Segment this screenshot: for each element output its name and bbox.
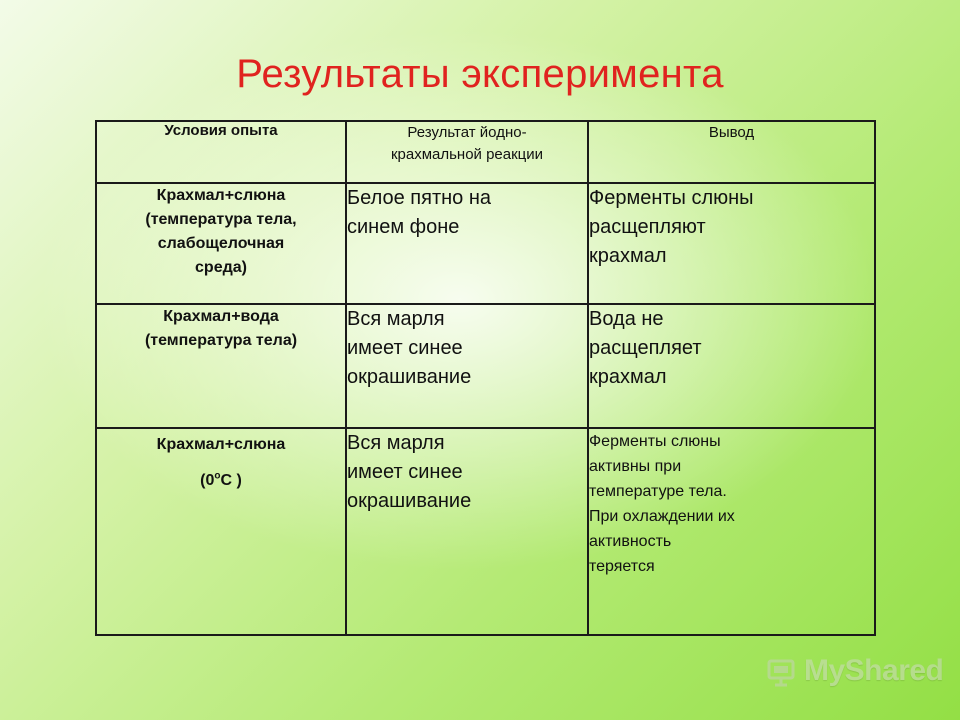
- conclusion-line: активность: [589, 533, 672, 550]
- result-line: окрашивание: [347, 490, 472, 512]
- conclusion-line: расщепляет: [589, 337, 702, 359]
- results-table: [95, 120, 876, 636]
- myshared-watermark: [766, 654, 944, 694]
- conclusion-cell: [588, 304, 875, 428]
- condition-temp-open: (0: [200, 472, 215, 490]
- condition-line: (температура тела,: [145, 211, 297, 228]
- conclusion-line: Ферменты слюны: [589, 433, 721, 450]
- condition-line: Крахмал+слюна: [156, 436, 286, 453]
- condition-cell: [96, 304, 346, 428]
- result-cell: [346, 428, 588, 635]
- result-line: Белое пятно на: [347, 187, 491, 209]
- degree-mark: о: [214, 471, 221, 482]
- result-line: синем фоне: [347, 216, 460, 238]
- condition-cell: [96, 183, 346, 304]
- table-row: [96, 428, 875, 635]
- conclusion-line: температуре тела.: [589, 483, 727, 500]
- table-header-row: [96, 121, 875, 183]
- header-result: [346, 121, 588, 183]
- result-line: Вся марля: [347, 432, 445, 454]
- condition-line: Крахмал+слюна: [156, 187, 286, 204]
- conclusion-cell: [588, 183, 875, 304]
- conclusion-cell: [588, 428, 875, 635]
- condition-cell: [96, 428, 346, 635]
- conclusion-line: теряется: [589, 558, 655, 575]
- result-cell: [346, 304, 588, 428]
- header-result-line: Результат йодно-: [407, 124, 527, 141]
- condition-line: слабощелочная: [157, 235, 285, 252]
- header-result-line: крахмальной реакции: [390, 146, 544, 163]
- conclusion-line: При охлаждении их: [589, 508, 735, 525]
- condition-temp-close: С ): [220, 472, 242, 490]
- conclusion-line: расщепляют: [589, 216, 706, 238]
- result-line: имеет синее: [347, 461, 463, 483]
- conclusion-line: крахмал: [589, 366, 667, 388]
- result-line: имеет синее: [347, 337, 463, 359]
- header-conditions: Условия опыта: [96, 121, 346, 183]
- conclusion-line: активны при: [589, 458, 682, 475]
- slide-title: Результаты эксперимента: [236, 52, 724, 96]
- table-row: [96, 183, 875, 304]
- condition-temperature: [200, 472, 242, 489]
- result-cell: [346, 183, 588, 304]
- conclusion-line: Вода не: [589, 308, 664, 330]
- watermark-text: MyShared: [804, 654, 944, 687]
- result-line: окрашивание: [347, 366, 472, 388]
- table-row: [96, 304, 875, 428]
- condition-line: среда): [195, 259, 247, 276]
- header-conclusion: Вывод: [588, 121, 875, 183]
- conclusion-line: крахмал: [589, 245, 667, 267]
- condition-line: Крахмал+вода: [163, 308, 279, 325]
- conclusion-line: Ферменты слюны: [589, 187, 754, 209]
- projector-screen-icon: [766, 658, 796, 688]
- result-line: Вся марля: [347, 308, 445, 330]
- condition-line: (температура тела): [144, 332, 298, 349]
